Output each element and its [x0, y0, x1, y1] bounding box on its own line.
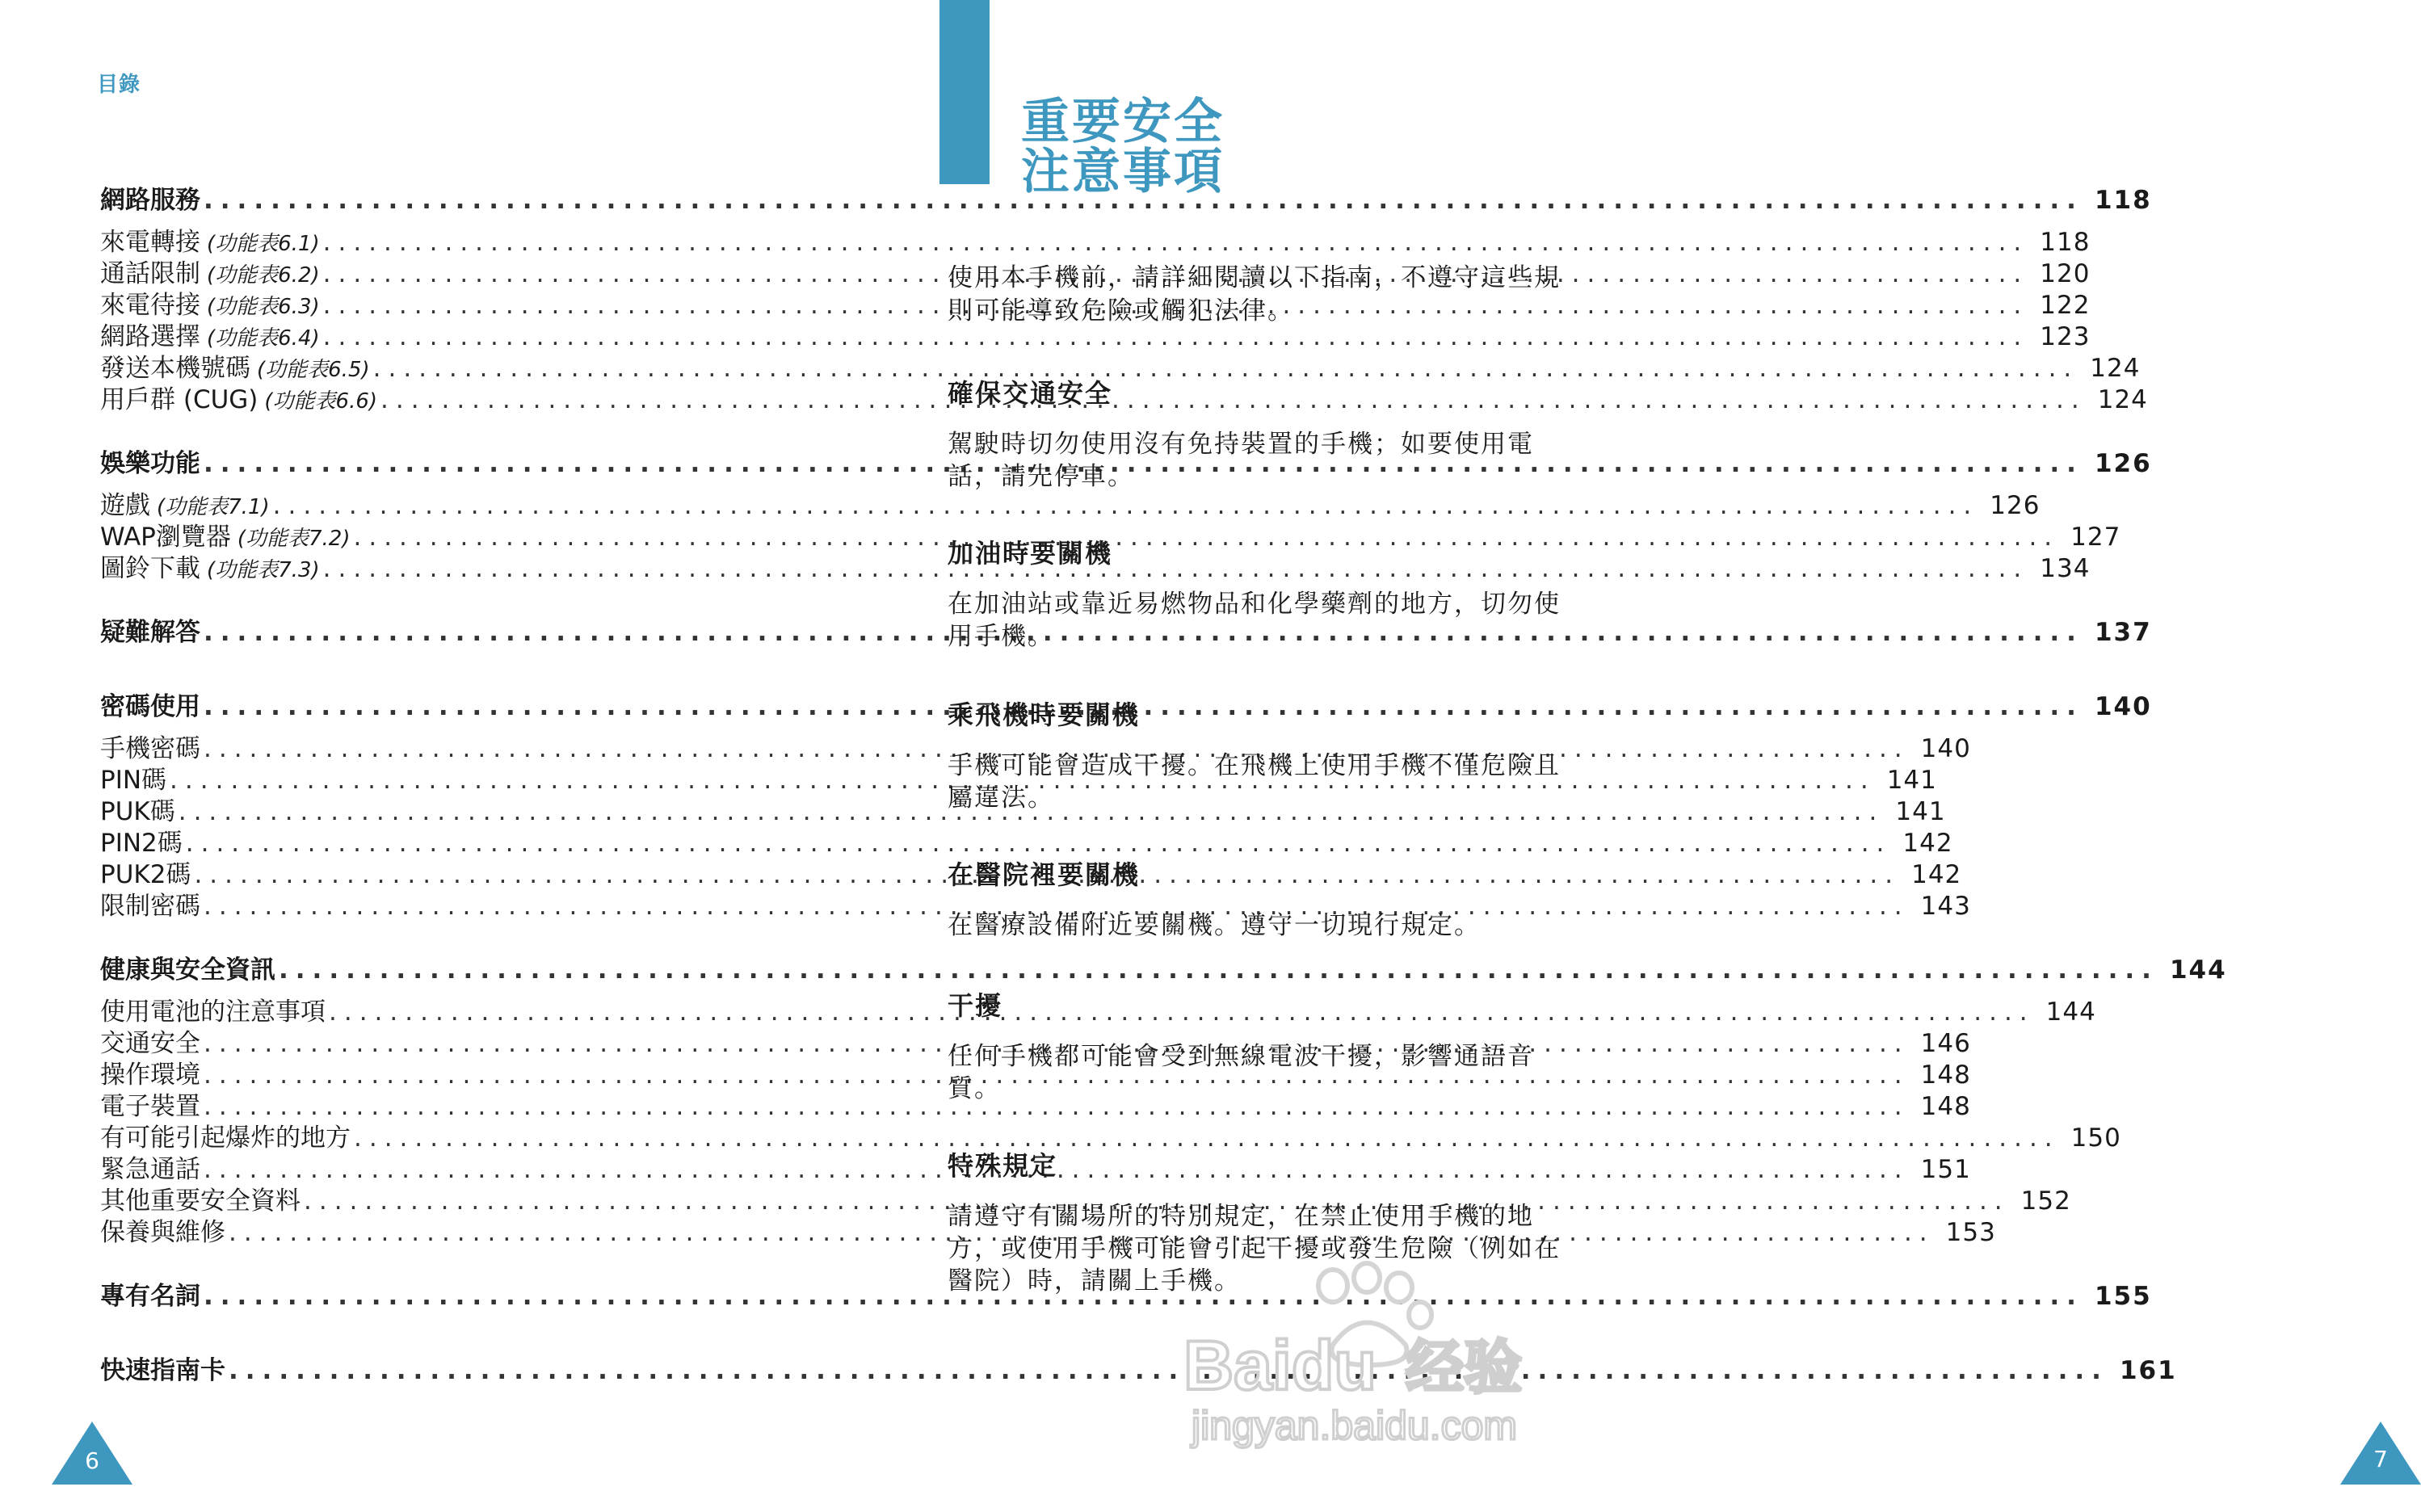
toc-entry-title: 電子裝置	[100, 1092, 200, 1121]
toc-entry-title: 來電轉接	[100, 228, 200, 257]
rule-traffic-safety	[948, 373, 1586, 493]
toc-menu-ref: (功能表7.3)	[207, 558, 320, 582]
rule-body: 任何手機都可能會受到無線電波干擾，影響通語音質。	[948, 1042, 1534, 1103]
toc-page-number: 134	[2040, 554, 2091, 583]
section-title	[1021, 94, 1225, 200]
toc-sub-entry	[100, 253, 2091, 288]
toc-sub-entry	[100, 221, 2091, 257]
toc-sub-entry	[100, 316, 2091, 351]
rule-heading: 乘飛機時要關機	[948, 699, 1141, 730]
rule-heading: 確保交通安全	[948, 378, 1113, 409]
toc-entry-title: PUK碼	[100, 797, 175, 826]
baidu-watermark	[1163, 1268, 1567, 1470]
toc-entry-title: 來電待接	[100, 291, 200, 320]
toc-entry-title: 快速指南卡	[100, 1356, 225, 1385]
toc-entry-title: 疑難解答	[100, 618, 200, 647]
toc-page-number: 126	[2094, 449, 2152, 478]
toc-page-number: 155	[2094, 1282, 2152, 1311]
rule-aircraft	[948, 695, 1586, 814]
toc-page-number: 142	[1911, 860, 1962, 889]
toc-entry-title: 緊急通話	[100, 1155, 200, 1184]
toc-main-entry	[100, 179, 2152, 221]
rule-heading: 干擾	[948, 990, 1003, 1021]
toc-menu-ref: (功能表7.1)	[157, 495, 270, 519]
toc-page-number: 141	[1895, 797, 1946, 826]
toc-sub-entry	[100, 822, 1953, 858]
rule-refueling	[948, 533, 1586, 653]
toc-page-number: 153	[1945, 1218, 1996, 1247]
toc-sub-entry	[100, 1180, 2071, 1216]
toc-sub-entry	[100, 791, 1946, 826]
toc-menu-ref: (功能表6.4)	[207, 326, 320, 351]
rule-heading: 在醫院裡要關機	[948, 859, 1141, 890]
toc-page-number: 151	[1920, 1155, 1971, 1184]
toc-sub-entry	[100, 1117, 2121, 1153]
toc-entry-title: 交通安全	[100, 1029, 200, 1058]
toc-menu-ref: (功能表6.6)	[264, 389, 378, 414]
rule-body: 駕駛時切勿使用沒有免持裝置的手機；如要使用電話，請先停車。	[948, 430, 1534, 491]
toc-main-entry	[100, 949, 2227, 991]
toc-entry-title: 保養與維修	[100, 1218, 225, 1247]
toc-page-number: 127	[2070, 523, 2121, 552]
toc-menu-ref: (功能表6.2)	[207, 263, 320, 288]
toc-page-number: 126	[1990, 491, 2041, 520]
page-number: 7	[2373, 1446, 2388, 1472]
toc-entry-title: PIN碼	[100, 766, 167, 795]
rule-body: 手機可能會造成干擾。在飛機上使用手機不僅危險且屬違法。	[948, 751, 1561, 813]
toc-sub-entry	[100, 728, 1971, 763]
toc-page-number: 124	[2090, 354, 2141, 383]
accent-bar	[939, 0, 990, 184]
toc-entry-title: 其他重要安全資料	[100, 1186, 301, 1216]
rule-heading: 加油時要關機	[948, 538, 1113, 569]
toc-entry-title: 使用電池的注意事項	[100, 998, 326, 1027]
toc-menu-ref: (功能表6.1)	[207, 232, 320, 256]
toc-entry-title: 發送本機號碼	[100, 354, 250, 383]
toc-page-number: 118	[2040, 228, 2091, 257]
running-header: 目錄	[97, 73, 141, 97]
toc-entry-title: 娛樂功能	[100, 449, 200, 478]
toc-entry-title: 手機密碼	[100, 734, 200, 763]
toc-page-number: 148	[1920, 1092, 1971, 1121]
toc-page-number: 122	[2040, 291, 2091, 320]
toc-sub-entry	[100, 1023, 1971, 1058]
toc-page-number: 144	[2169, 956, 2227, 985]
toc-entry-title: 遊戲	[100, 491, 150, 520]
watermark-brand: Baidu	[1183, 1327, 1377, 1405]
toc-menu-ref: (功能表6.5)	[257, 358, 370, 382]
rule-body: 在加油站或靠近易燃物品和化學藥劑的地方，切勿使用手機。	[948, 590, 1561, 651]
toc-entry-title: 操作環境	[100, 1060, 200, 1090]
toc-sub-entry	[100, 485, 2041, 520]
section-title-line-2: 注意事項	[1021, 144, 1225, 200]
toc-page-number: 152	[2020, 1186, 2071, 1216]
toc-page-number: 146	[1920, 1029, 1971, 1058]
toc-page-number: 161	[2119, 1356, 2177, 1385]
watermark-url: jingyan.baidu.com	[1192, 1403, 1518, 1448]
toc-entry-title: 密碼使用	[100, 692, 200, 721]
rule-hospital	[948, 855, 1586, 942]
toc-entry-title: 專有名詞	[100, 1282, 200, 1311]
toc-sub-entry	[100, 1212, 1996, 1247]
toc-sub-entry	[100, 1086, 1971, 1121]
toc-page-number: 137	[2094, 618, 2152, 647]
toc-sub-entry	[100, 347, 2141, 383]
toc-page-number: 150	[2070, 1124, 2121, 1153]
section-title-line-1: 重要安全	[1021, 94, 1225, 150]
toc-entry-title: 限制密碼	[100, 892, 200, 921]
toc-page-number: 120	[2040, 259, 2091, 288]
toc-page-number: 148	[1920, 1060, 1971, 1090]
rule-body: 請遵守有關場所的特別規定，在禁止使用手機的地方，或使用手機可能會引起干擾或發生危險（例如在醫院）時，請關上手機。	[948, 1202, 1561, 1296]
page-number: 6	[85, 1447, 99, 1474]
toc-page-number: 124	[2097, 385, 2148, 414]
toc-menu-ref: (功能表7.2)	[237, 527, 351, 551]
toc-main-entry	[100, 1275, 2152, 1317]
toc-sub-entry	[100, 885, 1971, 921]
toc-entry-title: 網路服務	[100, 186, 200, 215]
toc-page-number: 142	[1902, 829, 1953, 858]
rule-heading: 特殊規定	[948, 1150, 1058, 1181]
rule-body: 在醫療設備附近要關機。遵守一切現行規定。	[948, 911, 1481, 940]
intro-paragraph: 使用本手機前，請詳細閱讀以下指南，不遵守這些規則可能導致危險或觸犯法律。	[948, 263, 1561, 326]
toc-page-number: 118	[2094, 186, 2152, 215]
toc-page-number: 144	[2045, 998, 2096, 1027]
toc-entry-title: 用戶群 (CUG)	[100, 385, 258, 414]
watermark-brand-cn: 经验	[1406, 1334, 1523, 1401]
toc-entry-title: WAP瀏覽器	[100, 523, 231, 552]
rule-interference	[948, 985, 1586, 1105]
toc-menu-ref: (功能表6.3)	[207, 295, 320, 319]
toc-page-number: 123	[2040, 322, 2091, 351]
toc-entry-title: 圖鈴下載	[100, 554, 200, 583]
toc-entry-title: PIN2碼	[100, 829, 183, 858]
toc-entry-title: 有可能引起爆炸的地方	[100, 1124, 351, 1153]
toc-entry-title: 健康與安全資訊	[100, 956, 275, 985]
toc-page-number: 143	[1920, 892, 1971, 921]
toc-entry-title: 通話限制	[100, 259, 200, 288]
toc-page-number: 140	[1920, 734, 1971, 763]
toc-entry-title: 網路選擇	[100, 322, 200, 351]
toc-sub-entry	[100, 516, 2121, 552]
toc-page-number: 141	[1886, 766, 1937, 795]
toc-section	[100, 1275, 2152, 1317]
toc-page-number: 140	[2094, 692, 2152, 721]
toc-entry-title: PUK2碼	[100, 860, 191, 889]
